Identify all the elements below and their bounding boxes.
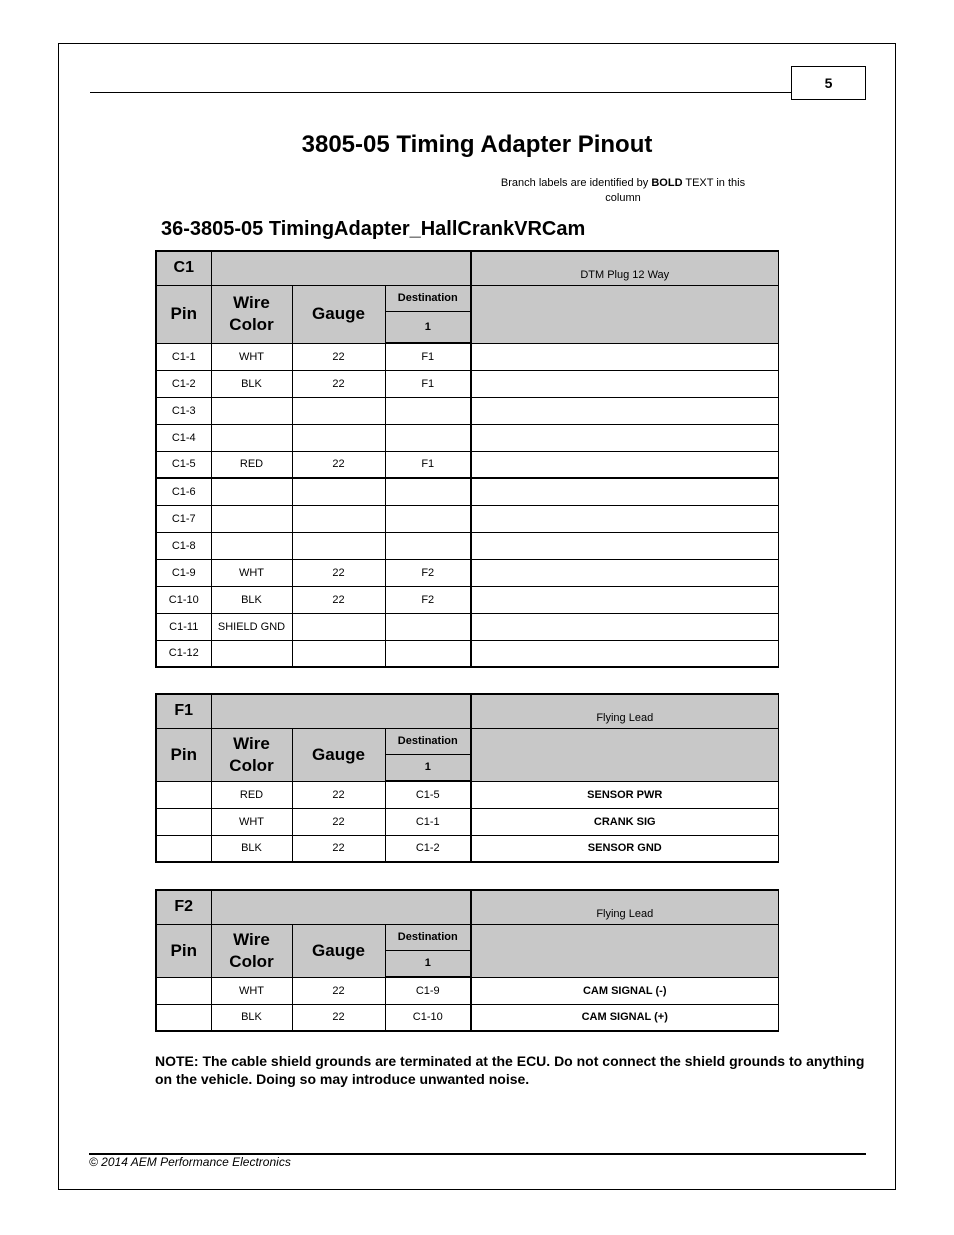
column-header-wire-color: Wire Color [211, 285, 292, 343]
gauge-cell: 22 [292, 559, 385, 586]
pin-cell: C1-1 [156, 343, 211, 370]
column-header-gauge: Gauge [292, 924, 385, 977]
pin-cell: C1-4 [156, 424, 211, 451]
connector-table-f1 [155, 693, 779, 863]
harness-title: 36-3805-05 TimingAdapter_HallCrankVRCam [161, 218, 586, 240]
label-cell [471, 559, 778, 586]
gauge-cell: 22 [292, 1004, 385, 1031]
connector-id: C1 [156, 251, 211, 285]
column-header-row [156, 728, 778, 754]
table-row [156, 451, 778, 478]
label-cell: CAM SIGNAL (-) [471, 977, 778, 1004]
column-header-destination-number: 1 [385, 754, 471, 781]
connector-id-spacer [211, 694, 471, 728]
footer-copyright: © 2014 AEM Performance Electronics [89, 1155, 291, 1169]
wire-color-cell: BLK [211, 1004, 292, 1031]
connector-id-spacer [211, 251, 471, 285]
wire-color-cell: BLK [211, 370, 292, 397]
label-cell [471, 397, 778, 424]
column-header-destination-number: 1 [385, 311, 471, 343]
gauge-cell [292, 478, 385, 505]
label-cell: CRANK SIG [471, 808, 778, 835]
wire-color-cell: BLK [211, 835, 292, 862]
label-cell [471, 532, 778, 559]
label-cell [471, 586, 778, 613]
pin-cell: C1-7 [156, 505, 211, 532]
table-row [156, 532, 778, 559]
connector-table-c1 [155, 250, 779, 668]
label-cell [471, 478, 778, 505]
gauge-cell: 22 [292, 370, 385, 397]
header-rule [90, 92, 791, 93]
pin-cell: C1-6 [156, 478, 211, 505]
column-header-pin: Pin [156, 285, 211, 343]
pin-cell: C1-12 [156, 640, 211, 667]
gauge-cell: 22 [292, 835, 385, 862]
branch-note-suffix: TEXT in this column [605, 177, 746, 204]
column-header-wire-color: Wire Color [211, 728, 292, 781]
gauge-cell [292, 424, 385, 451]
gauge-cell: 22 [292, 586, 385, 613]
wire-color-cell: WHT [211, 343, 292, 370]
label-cell [471, 343, 778, 370]
label-cell: SENSOR PWR [471, 781, 778, 808]
pin-cell: C1-2 [156, 370, 211, 397]
table-row [156, 613, 778, 640]
wire-color-cell: RED [211, 781, 292, 808]
table-row [156, 977, 778, 1004]
table-row [156, 586, 778, 613]
destination-cell: F2 [385, 586, 471, 613]
wire-color-cell: WHT [211, 808, 292, 835]
table-row [156, 478, 778, 505]
destination-cell [385, 613, 471, 640]
page-number: 5 [791, 66, 866, 100]
pin-cell: C1-9 [156, 559, 211, 586]
wire-color-cell: BLK [211, 586, 292, 613]
destination-cell [385, 424, 471, 451]
label-cell [471, 640, 778, 667]
connector-table-f2 [155, 889, 779, 1032]
gauge-cell [292, 640, 385, 667]
gauge-cell: 22 [292, 781, 385, 808]
table-row [156, 640, 778, 667]
gauge-cell [292, 613, 385, 640]
wire-color-cell [211, 505, 292, 532]
table-row [156, 559, 778, 586]
connector-id: F2 [156, 890, 211, 924]
connector-id-spacer [211, 890, 471, 924]
destination-cell [385, 505, 471, 532]
column-header-destination: Destination [385, 285, 471, 311]
destination-cell: F2 [385, 559, 471, 586]
column-header-label [471, 728, 778, 781]
label-cell [471, 505, 778, 532]
wire-color-cell: SHIELD GND [211, 613, 292, 640]
column-header-destination-number: 1 [385, 950, 471, 977]
table-row [156, 343, 778, 370]
table-row [156, 397, 778, 424]
wire-color-cell [211, 424, 292, 451]
table-row [156, 808, 778, 835]
wire-color-cell [211, 397, 292, 424]
label-cell: CAM SIGNAL (+) [471, 1004, 778, 1031]
table-row [156, 781, 778, 808]
destination-cell: F1 [385, 451, 471, 478]
pin-cell: C1-3 [156, 397, 211, 424]
column-header-gauge: Gauge [292, 285, 385, 343]
gauge-cell: 22 [292, 343, 385, 370]
label-cell [471, 370, 778, 397]
wire-color-cell [211, 478, 292, 505]
wire-color-cell: RED [211, 451, 292, 478]
branch-note-bold: BOLD [651, 177, 683, 189]
table-row [156, 835, 778, 862]
connector-description: DTM Plug 12 Way [471, 251, 778, 285]
destination-cell: F1 [385, 370, 471, 397]
wire-color-cell [211, 532, 292, 559]
pin-cell [156, 977, 211, 1004]
pin-cell: C1-5 [156, 451, 211, 478]
column-header-pin: Pin [156, 728, 211, 781]
column-header-gauge: Gauge [292, 728, 385, 781]
gauge-cell [292, 397, 385, 424]
label-cell [471, 451, 778, 478]
destination-cell [385, 478, 471, 505]
destination-cell [385, 640, 471, 667]
branch-note-prefix: Branch labels are identified by [500, 177, 652, 189]
gauge-cell: 22 [292, 451, 385, 478]
branch-label-note [482, 176, 764, 206]
destination-cell: C1-5 [385, 781, 471, 808]
table-row [156, 370, 778, 397]
gauge-cell [292, 505, 385, 532]
pin-cell [156, 835, 211, 862]
page-title: 3805-05 Timing Adapter Pinout [301, 131, 653, 158]
column-header-pin: Pin [156, 924, 211, 977]
pin-cell [156, 808, 211, 835]
column-header-label [471, 285, 778, 343]
connector-description: Flying Lead [471, 890, 778, 924]
table-row [156, 424, 778, 451]
table-row [156, 505, 778, 532]
pin-cell [156, 1004, 211, 1031]
pin-cell: C1-8 [156, 532, 211, 559]
table-row [156, 1004, 778, 1031]
destination-cell [385, 397, 471, 424]
column-header-wire-color: Wire Color [211, 924, 292, 977]
label-cell: SENSOR GND [471, 835, 778, 862]
destination-cell: C1-10 [385, 1004, 471, 1031]
pin-cell: C1-11 [156, 613, 211, 640]
gauge-cell [292, 532, 385, 559]
column-header-row [156, 285, 778, 311]
wire-color-cell: WHT [211, 977, 292, 1004]
label-cell [471, 613, 778, 640]
wire-color-cell: WHT [211, 559, 292, 586]
gauge-cell: 22 [292, 977, 385, 1004]
column-header-destination: Destination [385, 728, 471, 754]
pin-cell [156, 781, 211, 808]
destination-cell: C1-2 [385, 835, 471, 862]
connector-description: Flying Lead [471, 694, 778, 728]
pin-cell: C1-10 [156, 586, 211, 613]
destination-cell: C1-1 [385, 808, 471, 835]
connector-id: F1 [156, 694, 211, 728]
gauge-cell: 22 [292, 808, 385, 835]
column-header-destination: Destination [385, 924, 471, 950]
column-header-label [471, 924, 778, 977]
wire-color-cell [211, 640, 292, 667]
column-header-row [156, 924, 778, 950]
destination-cell [385, 532, 471, 559]
destination-cell: C1-9 [385, 977, 471, 1004]
destination-cell: F1 [385, 343, 471, 370]
shield-ground-note: NOTE: The cable shield grounds are terminated at the ECU. Do not connect the shield grounds to anything on the vehicle. Doing so may introduce unwanted noise. [155, 1053, 865, 1087]
label-cell [471, 424, 778, 451]
